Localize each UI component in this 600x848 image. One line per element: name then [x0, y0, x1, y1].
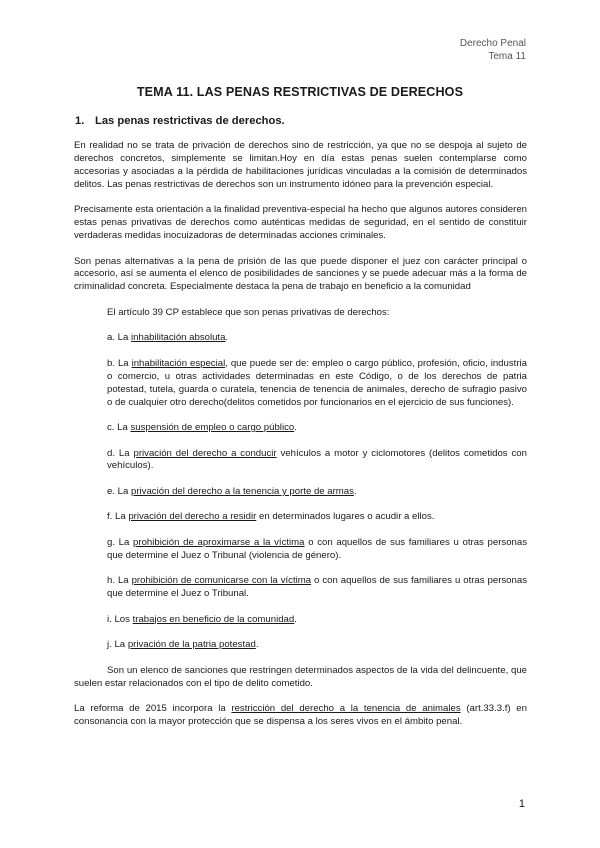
list-item-g: g. La prohibición de aproximarse a la víctima o con aquellos de sus familiares u otras personas que determine el Juez o Tribunal (violencia de género). [107, 536, 527, 561]
paragraph: Son penas alternativas a la pena de prisión de las que puede disponer el juez con carácter principal o accesorio, así se aumenta el elenco de posibilidades de sanciones y se puede adecuar más a la forma de criminalidad concreta. Especialmente destaca la pena de trabajo en beneficio a la comunidad [74, 255, 527, 293]
paragraph: Precisamente esta orientación a la finalidad preventiva-especial ha hecho que algunos autores consideren estas penas privativas de derechos como auténticas medidas de seguridad, en el sentido de constituir verdaderas medidas inocuizadoras de determinadas acciones criminales. [74, 204, 527, 242]
list-item-h: h. La prohibición de comunicarse con la víctima o con aquellos de sus familiares u otras personas que determine el Juez o Tribunal. [107, 575, 527, 600]
section-heading [75, 115, 285, 127]
paragraph-summary: Son un elenco de sanciones que restringen determinados aspectos de la vida del delincuente, que suelen estar relacionados con el tipo de delito cometido. [74, 664, 527, 689]
section-number: 1. [75, 115, 85, 127]
running-header [460, 37, 526, 63]
header-topic: Tema 11 [488, 51, 526, 62]
list-item-d: d. La privación del derecho a conducir vehículos a motor y ciclomotores (delitos cometidos con vehículos). [107, 447, 527, 472]
list-item-c: c. La suspensión de empleo o cargo público. [107, 422, 297, 434]
section-label: Las penas restrictivas de derechos. [95, 115, 285, 127]
list-item-i: i. Los trabajos en beneficio de la comunidad. [107, 613, 297, 625]
list-item-b: b. La inhabilitación especial, que puede ser de: empleo o cargo público, profesión, oficio, industria o comercio, u otras actividades determinadas en este Código, o de los derechos de patria potestad, tutela, guarda o curatela, tenencia de tenencia de animales, derecho de sufragio pasivo o de cualquier otro derecho(delitos cometidos por funcionarios en el ejercicio de sus funciones). [107, 357, 527, 408]
list-item-e: e. La privación del derecho a la tenencia y porte de armas. [107, 485, 357, 497]
paragraph-reform: La reforma de 2015 incorpora la restricción del derecho a la tenencia de animales (art.33.3.f) en consonancia con la mayor protección que se dispensa a los seres vivos en el ámbito penal. [74, 703, 527, 728]
paragraph-intro-list: El artículo 39 CP establece que son penas privativas de derechos: [107, 306, 390, 318]
header-course: Derecho Penal [459, 38, 526, 49]
list-item-j: j. La privación de la patria potestad. [107, 639, 259, 651]
page-title: TEMA 11. LAS PENAS RESTRICTIVAS DE DERECHOS [136, 85, 464, 99]
list-item-f: f. La privación del derecho a residir en determinados lugares o acudir a ellos. [107, 511, 435, 523]
list-item-a: a. La inhabilitación absoluta. [107, 332, 229, 344]
page-number: 1 [518, 798, 525, 810]
paragraph: En realidad no se trata de privación de derechos sino de restricción, ya que no se despoja al sujeto de derechos concretos, simplemente se limitan.Hoy en día estas penas suelen contemplarse como accesorias y asociadas a la pérdida de habilitaciones jurídicas vinculadas a la comisión de determinados delitos. Las penas restrictivas de derechos son un instrumento idóneo para la prevención especial. [74, 140, 527, 190]
document-body [74, 140, 527, 742]
